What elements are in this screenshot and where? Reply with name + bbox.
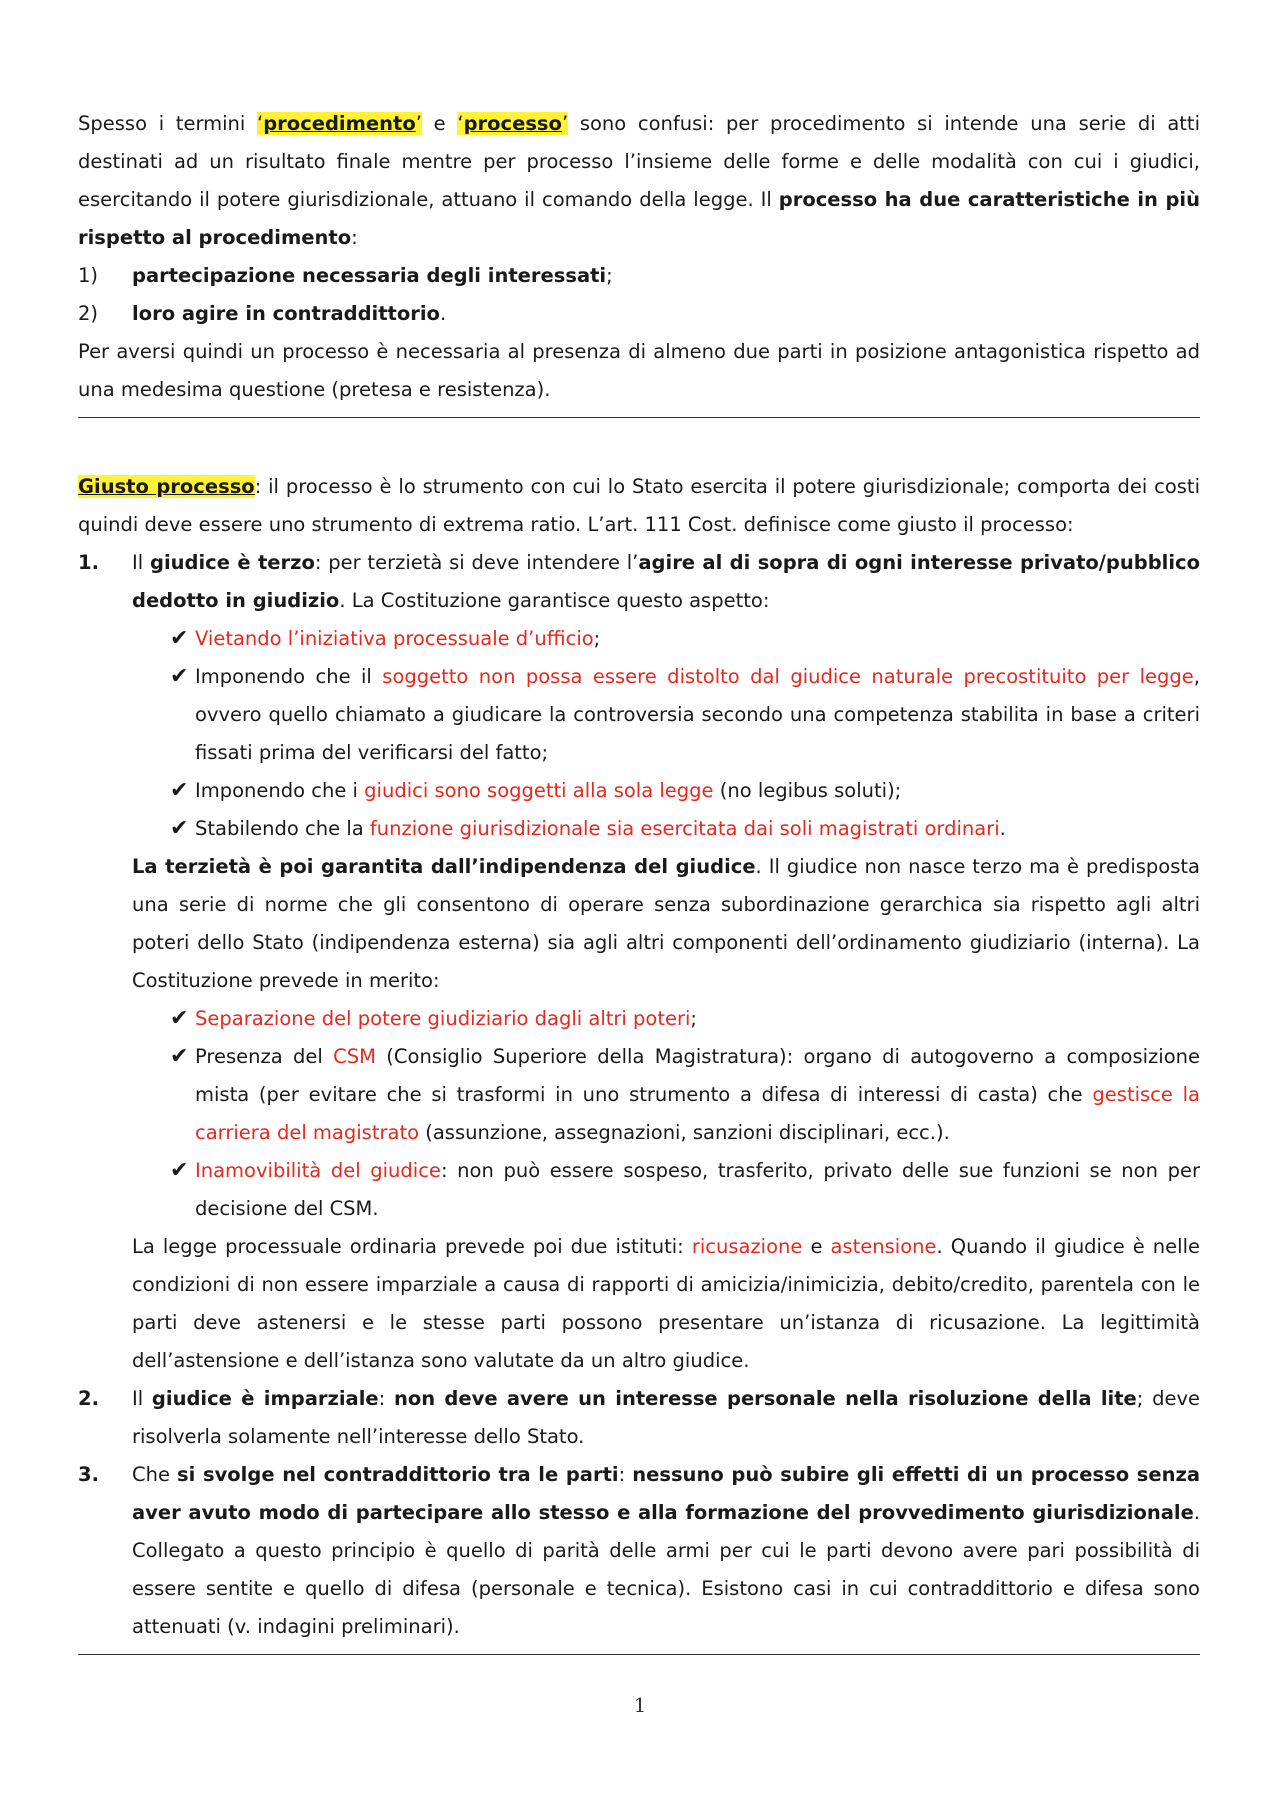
- quote-close: ’: [561, 112, 569, 135]
- horizontal-rule: [78, 417, 1200, 418]
- quote-open: ‘: [457, 112, 464, 135]
- check-icon: ✔: [170, 626, 189, 651]
- recusal-paragraph: La legge processuale ordinaria prevede poi due istituti: ricusazione e astensione. Quando il giudice è nelle condizioni di non essere imparziale a causa di rapporti di amicizia/inimicizia, debito/credito, parentela con le parti deve astenersi e le stesse parti possono presentare un’istanza di ricusazione. La legittimità dell’astensione e dell’istanza sono valutate da un altro giudice.: [132, 1235, 1200, 1372]
- check-item: ✔ Imponendo che il soggetto non possa essere distolto dal giudice naturale precostituito per legge, ovvero quello chiamato a giudicare la controversia secondo una competenza stabilita in base a criteri fissati prima del verificarsi del fatto;: [78, 658, 1200, 772]
- independence-paragraph: La terzietà è poi garantita dall’indipendenza del giudice. Il giudice non nasce terzo ma è predisposta una serie di norme che gli consentono di operare senza subordinazione gerarchica sia rispetto agli altri poteri dello Stato (indipendenza esterna) sia agli altri componenti dell’ordinamento giudiziario (interna). La Costituzione prevede in merito:: [132, 855, 1200, 992]
- check-item: ✔ Stabilendo che la funzione giurisdizionale sia esercitata dai soli magistrati ordinari.: [78, 810, 1200, 848]
- intro-closing: Per aversi quindi un processo è necessaria al presenza di almeno due parti in posizione antagonistica rispetto ad una medesima questione (pretesa e resistenza).: [78, 340, 1200, 401]
- section-title: Giusto processo: [78, 475, 255, 498]
- list-item: 3. Che si svolge nel contraddittorio tra le parti: nessuno può subire gli effetti di un processo senza aver avuto modo di partecipare allo stesso e alla formazione del provvedimento giurisdizionale. Collegato a questo principio è quello di parità delle armi per cui le parti devono avere pari possibilità di essere sentite e quello di difesa (personale e tecnica). Esistono casi in cui contraddittorio e difesa sono attenuati (v. indagini preliminari).: [78, 1463, 1200, 1638]
- check-icon: ✔: [170, 1044, 189, 1069]
- list-item: 1. Il giudice è terzo: per terzietà si deve intendere l’agire al di sopra di ogni interesse privato/pubblico dedotto in giudizio. La Costituzione garantisce questo aspetto:: [78, 551, 1201, 612]
- check-icon: ✔: [170, 1006, 189, 1031]
- term-processo: processo: [463, 112, 562, 135]
- check-icon: ✔: [170, 778, 189, 803]
- check-icon: ✔: [170, 664, 189, 689]
- intro-paragraph: Spesso i termini ‘procedimento’ e ‘processo’ sono confusi: per procedimento si intende una serie di atti destinati ad un risultato finale mentre per processo l’insieme delle forme e delle modalità con cui i giudici, esercitando il potere giurisdizionale, attuano il comando della legge. Il processo ha due caratteristiche in più rispetto al procedimento:: [78, 112, 1201, 249]
- page-number: 1: [633, 1693, 647, 1717]
- check-item: ✔ Imponendo che i giudici sono soggetti alla sola legge (no legibus soluti);: [78, 772, 1200, 810]
- giusto-processo-intro: Giusto processo: il processo è lo strumento con cui lo Stato esercita il potere giurisdizionale; comporta dei costi quindi deve essere uno strumento di extrema ratio. L’art. 111 Cost. definisce come giusto il processo:: [78, 475, 1200, 536]
- quote-close: ’: [415, 112, 422, 135]
- list-item: 2) loro agire in contraddittorio.: [78, 302, 447, 325]
- quote-open: ‘: [257, 112, 264, 135]
- check-icon: ✔: [170, 816, 189, 841]
- list-item: 1) partecipazione necessaria degli interessati;: [78, 264, 613, 287]
- check-item: ✔ Inamovibilità del giudice: non può essere sospeso, trasferito, privato delle sue funzioni se non per decisione del CSM.: [78, 1152, 1200, 1228]
- horizontal-rule: [78, 1654, 1200, 1655]
- check-icon: ✔: [170, 1158, 189, 1183]
- check-item: ✔ Vietando l’iniziativa processuale d’ufficio;: [78, 620, 1200, 658]
- check-item: ✔ Presenza del CSM (Consiglio Superiore della Magistratura): organo di autogoverno a composizione mista (per evitare che si trasformi in uno strumento a difesa di interessi di casta) che gestisce la carriera del magistrato (assunzione, assegnazioni, sanzioni disciplinari, ecc.).: [78, 1038, 1200, 1152]
- term-procedimento: procedimento: [263, 112, 416, 135]
- list-item: 2. Il giudice è imparziale: non deve avere un interesse personale nella risoluzione della lite; deve risolverla solamente nell’interesse dello Stato.: [78, 1387, 1200, 1448]
- check-item: ✔ Separazione del potere giudiziario dagli altri poteri;: [78, 1000, 1200, 1038]
